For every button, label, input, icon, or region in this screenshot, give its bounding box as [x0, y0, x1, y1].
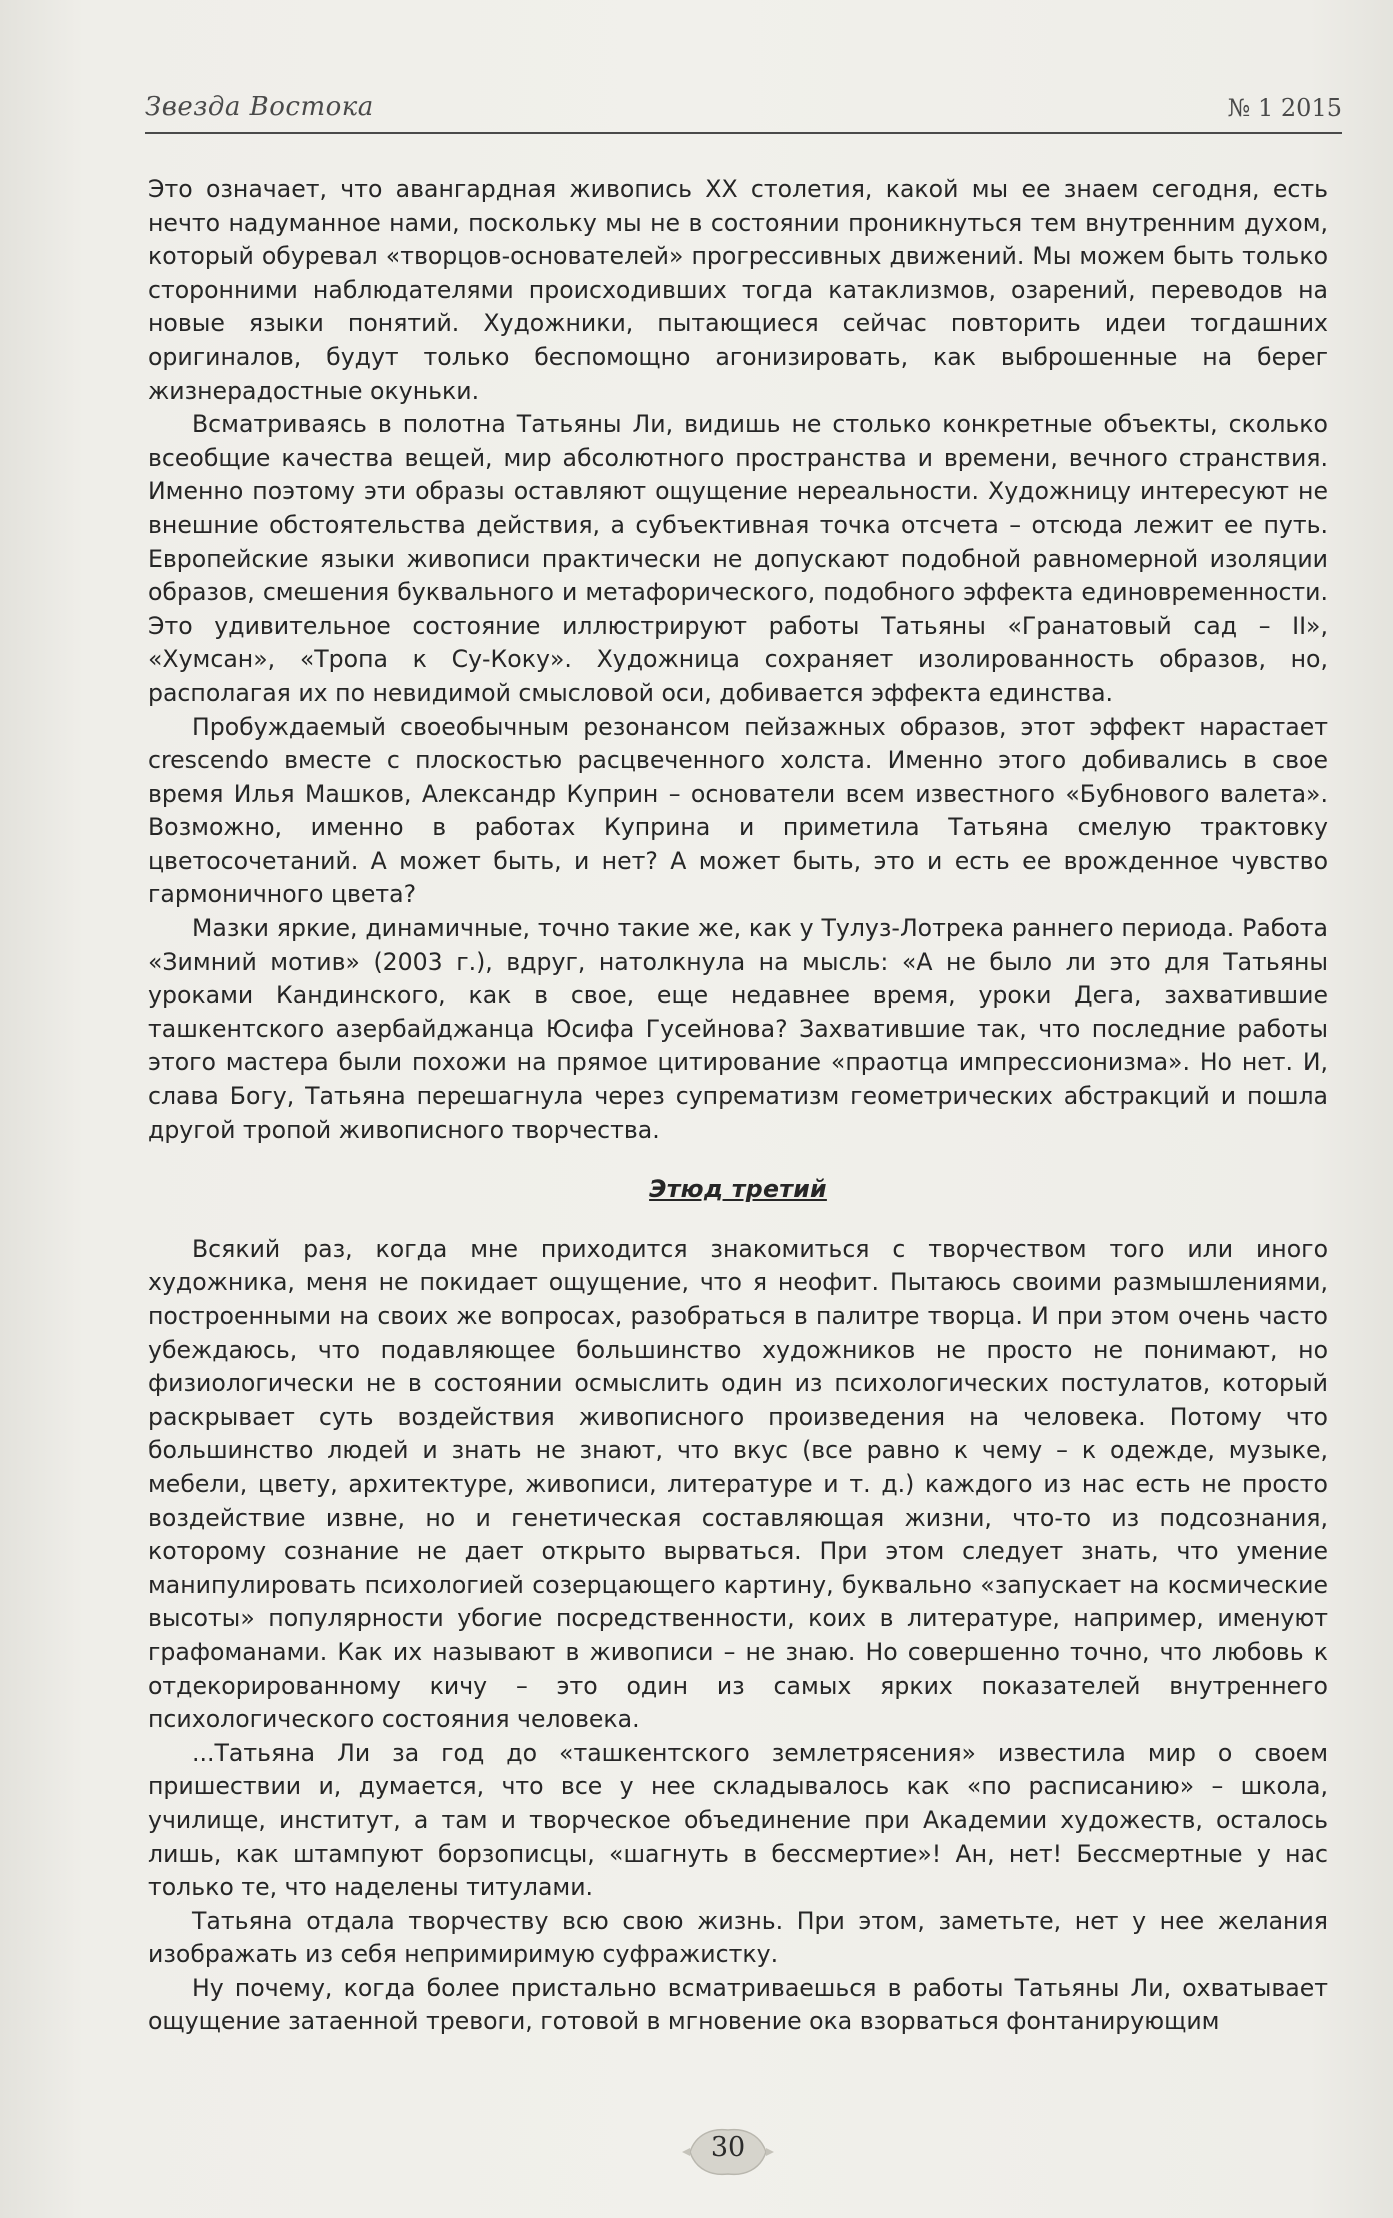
- paragraph: Всякий раз, когда мне приходится знакомиться с творчеством того или иного художника, меня не покидает ощущение, что я неофит. Пытаюсь своими размышлениями, построенными на своих же вопросах, разобраться в палитре творца. И при этом очень часто убеждаюсь, что подавляющее большинство художников не просто не понимают, но физиологически не в состоянии осмыслить один из психологических постулатов, который раскрывает суть воздействия живописного произведения на человека. Потому что большинство людей и знать не знают, что вкус (все равно к чему – к одежде, музыке, мебели, цвету, архитектуре, живописи, литературе и т. д.) каждого из нас есть не просто воздействие извне, но и генетическая составляющая жизни, что-то из подсознания, которому сознание не дает открыто вырваться. При этом следует знать, что умение манипулировать психологией созерцающего картину, буквально «запускает на космические высоты» популярности убогие посредственности, коих в литературе, например, именуют графоманами. Как их называют в живописи – не знаю. Но совершенно точно, что любовь к отдекорированному кичу – это один из самых ярких показателей внутреннего психологического состояния человека.: [148, 1234, 1328, 1734]
- page-footer: [0, 2120, 1393, 2190]
- article-body: [148, 173, 1328, 2039]
- journal-title: Звезда Востока: [145, 92, 374, 122]
- running-header: [145, 86, 1342, 134]
- page-number: 30: [710, 2132, 746, 2163]
- paragraph: Всматриваясь в полотна Татьяны Ли, видишь не столько конкретные объекты, сколько всеобщие качества вещей, мир абсолютного пространства и времени, вечного странствия. Именно поэтому эти образы оставляют ощущение нереальности. Художницу интересуют не внешние обстоятельства действия, а субъективная точка отсчета – отсюда лежит ее путь. Европейские языки живописи практически не допускают подобной равномерной изоляции образов, смешения буквального и метафорического, подобного эффекта единовременности. Это удивительное состояние иллюстрируют работы Татьяны «Гранатовый сад – II», «Хумсан», «Тропа к Су-Коку». Художница сохраняет изолированность образов, но, располагая их по невидимой смысловой оси, добивается эффекта единства.: [148, 410, 1328, 707]
- paragraph: Мазки яркие, динамичные, точно такие же, как у Тулуз-Лотрека раннего периода. Работа «Зимний мотив» (2003 г.), вдруг, натолкнула на мысль: «А не было ли это для Татьяны уроками Кандинского, как в свое, еще недавнее время, уроки Дега, захватившие ташкентского азербайджанца Юсифа Гусейнова? Захватившие так, что последние работы этого мастера были похожи на прямое цитирование «праотца импрессионизма». Но нет. И, слава Богу, Татьяна перешагнула через супрематизм геометрических абстракций и пошла другой тропой живописного творчества.: [148, 914, 1328, 1144]
- paragraph: Это означает, что авангардная живопись XX столетия, какой мы ее знаем сегодня, есть нечто надуманное нами, поскольку мы не в состоянии проникнуться тем внутренним духом, который обуревал «творцов-основателей» прогрессивных движений. Мы можем быть только сторонними наблюдателями происходивших тогда катаклизмов, озарений, переводов на новые языки понятий. Художники, пытающиеся сейчас повторить идеи тогдашних оригиналов, будут только беспомощно агонизировать, как выброшенные на берег жизнерадостные окуньки.: [148, 175, 1328, 405]
- paragraph: Пробуждаемый своеобычным резонансом пейзажных образов, этот эффект нарастает crescendo вместе с плоскостью расцвеченного холста. Именно этого добивались в свое время Илья Машков, Александр Куприн – основатели всем известного «Бубнового валета». Возможно, именно в работах Куприна и приметила Татьяна смелую трактовку цветосочетаний. А может быть, и нет? А может быть, это и есть ее врожденное чувство гармоничного цвета?: [148, 712, 1328, 909]
- paragraph: Ну почему, когда более пристально всматриваешься в работы Татьяны Ли, охватывает ощущение затаенной тревоги, готовой в мгновение ока взорваться фонтанирующим: [148, 1973, 1328, 2036]
- page-number-ornament: [682, 2120, 774, 2184]
- issue-number: № 1 2015: [1227, 94, 1342, 122]
- paragraph: ...Татьяна Ли за год до «ташкентского землетрясения» известила мир о своем пришествии и, думается, что все у нее складывалось как «по расписанию» – школа, училище, институт, а там и творческое объединение при Академии художеств, осталось лишь, как штампуют борзописцы, «шагнуть в бессмертие»! Ан, нет! Бессмертные у нас только те, что наделены титулами.: [148, 1738, 1328, 1902]
- paragraph: Татьяна отдала творчеству всю свою жизнь. При этом, заметьте, нет у нее желания изображать из себя непримиримую суфражистку.: [148, 1906, 1328, 1969]
- section-subheading: Этюд третий: [649, 1175, 827, 1204]
